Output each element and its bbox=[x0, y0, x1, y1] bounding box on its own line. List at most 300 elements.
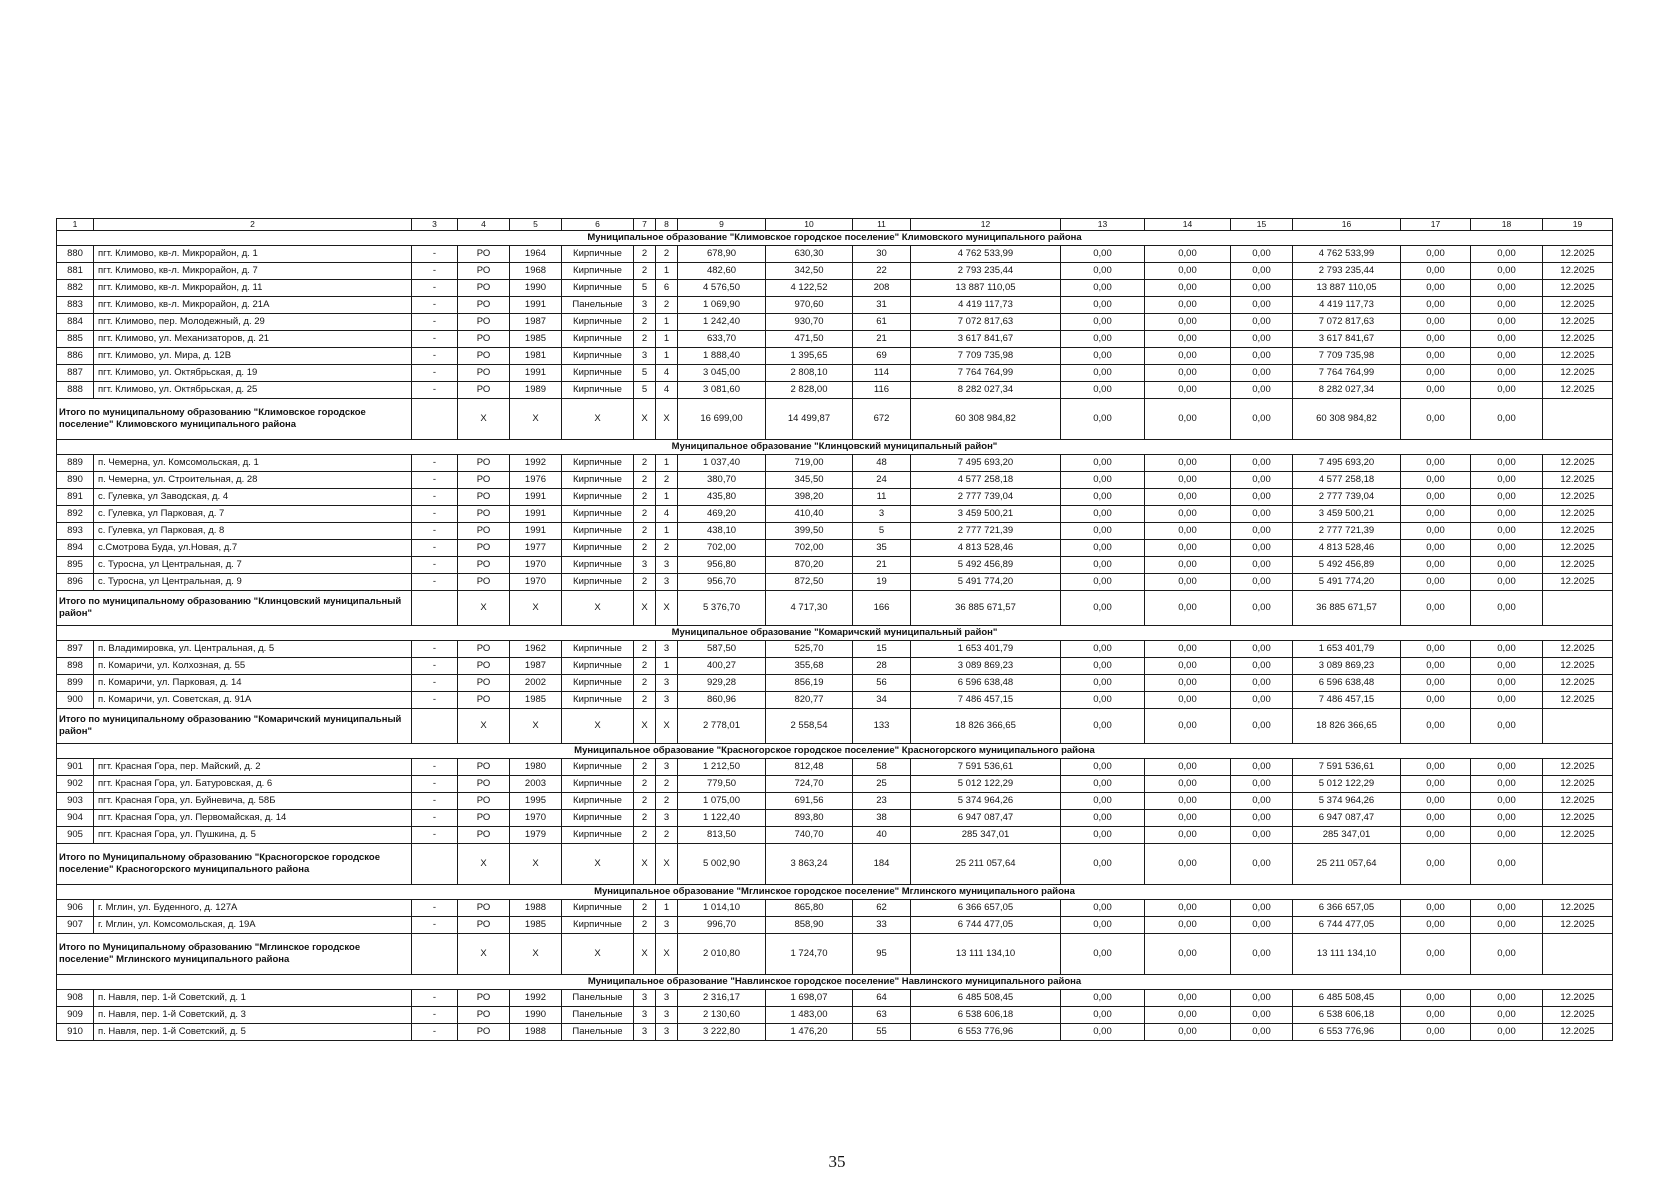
table-cell: 12.2025 bbox=[1543, 263, 1613, 280]
page-number: 35 bbox=[828, 1152, 846, 1171]
table-cell: Кирпичные bbox=[562, 827, 634, 844]
table-cell: 55 bbox=[853, 1024, 911, 1041]
total-label: Итого по Муниципальному образованию "Красногорское городское поселение" Красногорского муниципального района bbox=[57, 844, 412, 885]
table-cell: Кирпичные bbox=[562, 489, 634, 506]
table-cell: 3 bbox=[656, 557, 678, 574]
table-cell: 12.2025 bbox=[1543, 1024, 1613, 1041]
table-cell: п. Навля, пер. 1-й Советский, д. 3 bbox=[94, 1007, 412, 1024]
table-cell: 1970 bbox=[510, 557, 562, 574]
total-cell: 5 002,90 bbox=[678, 844, 766, 885]
table-cell: 1987 bbox=[510, 314, 562, 331]
table-cell: 2 bbox=[634, 455, 656, 472]
table-cell: 630,30 bbox=[766, 246, 853, 263]
total-cell: 2 558,54 bbox=[766, 709, 853, 744]
table-cell: 996,70 bbox=[678, 917, 766, 934]
table-cell: 3 bbox=[656, 692, 678, 709]
table-cell: Кирпичные bbox=[562, 759, 634, 776]
table-cell: 5 bbox=[634, 382, 656, 399]
table-cell: пгт. Красная Гора, ул. Первомайская, д. 14 bbox=[94, 810, 412, 827]
table-cell: Кирпичные bbox=[562, 658, 634, 675]
table-cell: 0,00 bbox=[1231, 692, 1293, 709]
total-cell: X bbox=[458, 844, 510, 885]
table-cell: 895 bbox=[57, 557, 94, 574]
table-cell: 3 bbox=[634, 297, 656, 314]
table-cell: 12.2025 bbox=[1543, 455, 1613, 472]
table-cell: Кирпичные bbox=[562, 314, 634, 331]
table-cell: 1991 bbox=[510, 365, 562, 382]
table-cell: 0,00 bbox=[1401, 280, 1471, 297]
table-cell: 1 bbox=[656, 455, 678, 472]
table-cell: пгт. Красная Гора, ул. Пушкина, д. 5 bbox=[94, 827, 412, 844]
table-cell: 12.2025 bbox=[1543, 641, 1613, 658]
table-cell: 0,00 bbox=[1061, 557, 1145, 574]
total-cell: 13 111 134,10 bbox=[1293, 934, 1401, 975]
table-cell: 7 709 735,98 bbox=[911, 348, 1061, 365]
table-cell: 0,00 bbox=[1145, 793, 1231, 810]
column-number-row bbox=[57, 219, 1613, 231]
table-cell: 0,00 bbox=[1061, 489, 1145, 506]
table-cell: - bbox=[412, 540, 458, 557]
table-cell: 438,10 bbox=[678, 523, 766, 540]
table-cell: 0,00 bbox=[1061, 1007, 1145, 1024]
total-cell: 25 211 057,64 bbox=[911, 844, 1061, 885]
table-cell: РО bbox=[458, 793, 510, 810]
table-cell: 471,50 bbox=[766, 331, 853, 348]
table-cell: 894 bbox=[57, 540, 94, 557]
table-cell: 0,00 bbox=[1471, 557, 1543, 574]
table-cell: 0,00 bbox=[1231, 1024, 1293, 1041]
table-cell: 0,00 bbox=[1471, 455, 1543, 472]
table-cell: 0,00 bbox=[1401, 365, 1471, 382]
table-cell: 0,00 bbox=[1401, 675, 1471, 692]
table-cell: РО bbox=[458, 810, 510, 827]
table-cell: - bbox=[412, 382, 458, 399]
table-cell: 888 bbox=[57, 382, 94, 399]
total-cell: 18 826 366,65 bbox=[1293, 709, 1401, 744]
empty-cell bbox=[1543, 591, 1613, 626]
table-cell: 3 bbox=[656, 675, 678, 692]
table-cell: 5 bbox=[853, 523, 911, 540]
table-cell: - bbox=[412, 641, 458, 658]
section-title: Муниципальное образование "Клинцовский муниципальный район" bbox=[57, 440, 1613, 455]
table-cell: 4 122,52 bbox=[766, 280, 853, 297]
table-cell: 12.2025 bbox=[1543, 331, 1613, 348]
table-cell: 2 bbox=[656, 793, 678, 810]
table-cell: пгт. Красная Гора, ул. Батуровская, д. 6 bbox=[94, 776, 412, 793]
table-cell: 6 596 638,48 bbox=[911, 675, 1061, 692]
table-cell: 0,00 bbox=[1145, 557, 1231, 574]
table-cell: 69 bbox=[853, 348, 911, 365]
total-cell: X bbox=[562, 591, 634, 626]
table-cell: 12.2025 bbox=[1543, 917, 1613, 934]
table-cell: с.Смотрова Буда, ул.Новая, д.7 bbox=[94, 540, 412, 557]
table-cell: Кирпичные bbox=[562, 506, 634, 523]
table-cell: - bbox=[412, 658, 458, 675]
table-cell: 4 577 258,18 bbox=[911, 472, 1061, 489]
table-cell: 12.2025 bbox=[1543, 827, 1613, 844]
total-cell: X bbox=[656, 591, 678, 626]
total-cell: 16 699,00 bbox=[678, 399, 766, 440]
table-cell: 1970 bbox=[510, 810, 562, 827]
table-cell: 587,50 bbox=[678, 641, 766, 658]
table-cell: 6 553 776,96 bbox=[911, 1024, 1061, 1041]
table-cell: 12.2025 bbox=[1543, 365, 1613, 382]
table-cell: 856,19 bbox=[766, 675, 853, 692]
table-cell: 285 347,01 bbox=[1293, 827, 1401, 844]
table-cell: 1 653 401,79 bbox=[1293, 641, 1401, 658]
table-cell: 0,00 bbox=[1471, 574, 1543, 591]
table-cell: 0,00 bbox=[1401, 246, 1471, 263]
table-cell: 0,00 bbox=[1145, 246, 1231, 263]
table-cell: 6 947 087,47 bbox=[911, 810, 1061, 827]
empty-cell bbox=[412, 709, 458, 744]
table-cell: 812,48 bbox=[766, 759, 853, 776]
table-cell: 0,00 bbox=[1471, 523, 1543, 540]
total-cell: X bbox=[458, 709, 510, 744]
total-cell: X bbox=[562, 399, 634, 440]
table-cell: пгт. Климово, кв-л. Микрорайон, д. 1 bbox=[94, 246, 412, 263]
table-cell: 58 bbox=[853, 759, 911, 776]
total-cell: 60 308 984,82 bbox=[911, 399, 1061, 440]
table-cell: 7 072 817,63 bbox=[911, 314, 1061, 331]
table-cell: 0,00 bbox=[1471, 641, 1543, 658]
table-cell: 872,50 bbox=[766, 574, 853, 591]
table-cell: 0,00 bbox=[1401, 455, 1471, 472]
table-cell: 0,00 bbox=[1471, 658, 1543, 675]
table-cell: - bbox=[412, 348, 458, 365]
table-cell: Кирпичные bbox=[562, 455, 634, 472]
table-cell: 0,00 bbox=[1061, 810, 1145, 827]
table-cell: 0,00 bbox=[1231, 641, 1293, 658]
table-cell: 0,00 bbox=[1401, 574, 1471, 591]
table-row bbox=[57, 297, 1613, 314]
table-cell: Кирпичные bbox=[562, 246, 634, 263]
table-cell: РО bbox=[458, 280, 510, 297]
table-cell: - bbox=[412, 365, 458, 382]
table-cell: 12.2025 bbox=[1543, 776, 1613, 793]
table-cell: 2 793 235,44 bbox=[911, 263, 1061, 280]
table-cell: 12.2025 bbox=[1543, 810, 1613, 827]
table-cell: 12.2025 bbox=[1543, 557, 1613, 574]
table-cell: 0,00 bbox=[1231, 557, 1293, 574]
column-number-cell: 5 bbox=[510, 219, 562, 231]
table-cell: с. Гулевка, ул Парковая, д. 7 bbox=[94, 506, 412, 523]
table-cell: 1 476,20 bbox=[766, 1024, 853, 1041]
table-cell: 0,00 bbox=[1401, 793, 1471, 810]
table-cell: 0,00 bbox=[1145, 365, 1231, 382]
column-number-cell: 2 bbox=[94, 219, 412, 231]
table-cell: 2 bbox=[656, 776, 678, 793]
table-cell: 0,00 bbox=[1471, 692, 1543, 709]
table-cell: 399,50 bbox=[766, 523, 853, 540]
table-cell: 0,00 bbox=[1061, 263, 1145, 280]
table-cell: 0,00 bbox=[1231, 489, 1293, 506]
table-cell: Кирпичные bbox=[562, 382, 634, 399]
table-cell: 0,00 bbox=[1231, 900, 1293, 917]
table-cell: 3 089 869,23 bbox=[911, 658, 1061, 675]
table-row bbox=[57, 489, 1613, 506]
table-cell: 0,00 bbox=[1231, 506, 1293, 523]
total-cell: 0,00 bbox=[1145, 591, 1231, 626]
table-cell: 909 bbox=[57, 1007, 94, 1024]
table-cell: 4 bbox=[656, 382, 678, 399]
table-cell: 31 bbox=[853, 297, 911, 314]
total-cell: 0,00 bbox=[1061, 844, 1145, 885]
table-cell: 0,00 bbox=[1061, 1024, 1145, 1041]
table-cell: 0,00 bbox=[1145, 776, 1231, 793]
total-cell: 0,00 bbox=[1231, 844, 1293, 885]
total-cell: 166 bbox=[853, 591, 911, 626]
table-cell: 882 bbox=[57, 280, 94, 297]
table-cell: 905 bbox=[57, 827, 94, 844]
table-cell: 3 bbox=[656, 1024, 678, 1041]
table-row bbox=[57, 314, 1613, 331]
table-cell: 0,00 bbox=[1401, 1007, 1471, 1024]
table-row bbox=[57, 455, 1613, 472]
table-cell: 3 bbox=[656, 990, 678, 1007]
section-header-row bbox=[57, 744, 1613, 759]
table-cell: 7 591 536,61 bbox=[911, 759, 1061, 776]
table-cell: 2002 bbox=[510, 675, 562, 692]
section-header-row bbox=[57, 440, 1613, 455]
housing-program-table bbox=[56, 218, 1613, 1041]
table-cell: 2 bbox=[656, 246, 678, 263]
table-cell: 0,00 bbox=[1401, 990, 1471, 1007]
table-cell: 38 bbox=[853, 810, 911, 827]
table-cell: 5 bbox=[634, 280, 656, 297]
empty-cell bbox=[1543, 844, 1613, 885]
table-cell: 930,70 bbox=[766, 314, 853, 331]
table-cell: 12.2025 bbox=[1543, 540, 1613, 557]
table-cell: 0,00 bbox=[1231, 455, 1293, 472]
section-header-row bbox=[57, 231, 1613, 246]
table-cell: 1977 bbox=[510, 540, 562, 557]
column-number-cell: 4 bbox=[458, 219, 510, 231]
table-cell: 0,00 bbox=[1061, 574, 1145, 591]
total-cell: X bbox=[562, 844, 634, 885]
table-cell: 0,00 bbox=[1471, 827, 1543, 844]
table-row bbox=[57, 827, 1613, 844]
total-cell: 1 724,70 bbox=[766, 934, 853, 975]
table-row bbox=[57, 280, 1613, 297]
table-cell: 0,00 bbox=[1231, 472, 1293, 489]
table-cell: 3 bbox=[656, 574, 678, 591]
table-row bbox=[57, 1007, 1613, 1024]
table-cell: 4 bbox=[656, 365, 678, 382]
table-cell: 0,00 bbox=[1061, 793, 1145, 810]
table-cell: 0,00 bbox=[1231, 280, 1293, 297]
table-cell: 0,00 bbox=[1061, 641, 1145, 658]
table-cell: с. Гулевка, ул Парковая, д. 8 bbox=[94, 523, 412, 540]
table-cell: 3 bbox=[634, 348, 656, 365]
table-cell: 633,70 bbox=[678, 331, 766, 348]
total-cell: X bbox=[562, 709, 634, 744]
table-row bbox=[57, 263, 1613, 280]
total-cell: 5 376,70 bbox=[678, 591, 766, 626]
table-cell: 702,00 bbox=[678, 540, 766, 557]
total-row bbox=[57, 934, 1613, 975]
table-cell: 0,00 bbox=[1145, 641, 1231, 658]
table-cell: 5 492 456,89 bbox=[911, 557, 1061, 574]
table-cell: Кирпичные bbox=[562, 900, 634, 917]
total-cell: 0,00 bbox=[1401, 844, 1471, 885]
table-cell: 15 bbox=[853, 641, 911, 658]
table-cell: 34 bbox=[853, 692, 911, 709]
table-cell: 4 419 117,73 bbox=[911, 297, 1061, 314]
total-cell: 0,00 bbox=[1401, 591, 1471, 626]
table-cell: 901 bbox=[57, 759, 94, 776]
table-cell: 1981 bbox=[510, 348, 562, 365]
table-cell: 0,00 bbox=[1401, 314, 1471, 331]
table-cell: 1 014,10 bbox=[678, 900, 766, 917]
table-cell: 1 122,40 bbox=[678, 810, 766, 827]
column-number-cell: 8 bbox=[656, 219, 678, 231]
table-cell: 12.2025 bbox=[1543, 489, 1613, 506]
table-cell: 7 072 817,63 bbox=[1293, 314, 1401, 331]
table-cell: 21 bbox=[853, 331, 911, 348]
section-title: Муниципальное образование "Мглинское городское поселение" Мглинского муниципального района bbox=[57, 885, 1613, 900]
table-cell: 3 081,60 bbox=[678, 382, 766, 399]
table-cell: РО bbox=[458, 331, 510, 348]
table-cell: - bbox=[412, 917, 458, 934]
total-cell: 14 499,87 bbox=[766, 399, 853, 440]
table-cell: 1 069,90 bbox=[678, 297, 766, 314]
total-cell: 2 778,01 bbox=[678, 709, 766, 744]
table-cell: 12.2025 bbox=[1543, 280, 1613, 297]
table-cell: 0,00 bbox=[1401, 827, 1471, 844]
table-cell: - bbox=[412, 297, 458, 314]
table-cell: 865,80 bbox=[766, 900, 853, 917]
table-cell: 410,40 bbox=[766, 506, 853, 523]
table-cell: 6 538 606,18 bbox=[911, 1007, 1061, 1024]
table-cell: 0,00 bbox=[1231, 1007, 1293, 1024]
section-header-row bbox=[57, 626, 1613, 641]
table-cell: 6 744 477,05 bbox=[1293, 917, 1401, 934]
table-cell: 33 bbox=[853, 917, 911, 934]
total-cell: 60 308 984,82 bbox=[1293, 399, 1401, 440]
table-cell: 813,50 bbox=[678, 827, 766, 844]
table-cell: 0,00 bbox=[1145, 658, 1231, 675]
table-cell: 1989 bbox=[510, 382, 562, 399]
table-cell: 1990 bbox=[510, 280, 562, 297]
table-cell: РО bbox=[458, 365, 510, 382]
table-cell: Кирпичные bbox=[562, 574, 634, 591]
table-cell: 2 bbox=[634, 759, 656, 776]
table-cell: 1 bbox=[656, 900, 678, 917]
table-cell: 0,00 bbox=[1471, 1024, 1543, 1041]
total-cell: 0,00 bbox=[1231, 591, 1293, 626]
table-cell: п. Комаричи, ул. Парковая, д. 14 bbox=[94, 675, 412, 692]
table-cell: 0,00 bbox=[1231, 990, 1293, 1007]
table-cell: 0,00 bbox=[1231, 331, 1293, 348]
table-cell: - bbox=[412, 574, 458, 591]
table-cell: 4 576,50 bbox=[678, 280, 766, 297]
table-cell: 896 bbox=[57, 574, 94, 591]
table-cell: 0,00 bbox=[1231, 675, 1293, 692]
table-cell: 0,00 bbox=[1061, 990, 1145, 1007]
table-cell: 0,00 bbox=[1145, 917, 1231, 934]
table-cell: 2 bbox=[634, 314, 656, 331]
table-cell: 0,00 bbox=[1401, 641, 1471, 658]
table-cell: 400,27 bbox=[678, 658, 766, 675]
table-cell: 0,00 bbox=[1471, 810, 1543, 827]
table-cell: пгт. Климово, кв-л. Микрорайон, д. 7 bbox=[94, 263, 412, 280]
table-cell: 4 762 533,99 bbox=[911, 246, 1061, 263]
table-cell: - bbox=[412, 472, 458, 489]
column-number-cell: 12 bbox=[911, 219, 1061, 231]
section-header-row bbox=[57, 885, 1613, 900]
table-cell: 30 bbox=[853, 246, 911, 263]
table-cell: 4 bbox=[656, 506, 678, 523]
table-cell: 1 483,00 bbox=[766, 1007, 853, 1024]
table-cell: 6 947 087,47 bbox=[1293, 810, 1401, 827]
table-cell: 0,00 bbox=[1061, 658, 1145, 675]
table-cell: Кирпичные bbox=[562, 917, 634, 934]
table-cell: 12.2025 bbox=[1543, 1007, 1613, 1024]
table-cell: 0,00 bbox=[1145, 280, 1231, 297]
total-cell: 25 211 057,64 bbox=[1293, 844, 1401, 885]
table-cell: 12.2025 bbox=[1543, 658, 1613, 675]
total-cell: 0,00 bbox=[1145, 709, 1231, 744]
table-cell: с. Туросна, ул Центральная, д. 7 bbox=[94, 557, 412, 574]
table-cell: 3 459 500,21 bbox=[911, 506, 1061, 523]
table-cell: 0,00 bbox=[1061, 523, 1145, 540]
table-row bbox=[57, 331, 1613, 348]
table-cell: Кирпичные bbox=[562, 523, 634, 540]
table-cell: 12.2025 bbox=[1543, 506, 1613, 523]
total-cell: 36 885 671,57 bbox=[911, 591, 1061, 626]
table-cell: 3 617 841,67 bbox=[1293, 331, 1401, 348]
table-cell: 880 bbox=[57, 246, 94, 263]
table-cell: Панельные bbox=[562, 1024, 634, 1041]
table-cell: 40 bbox=[853, 827, 911, 844]
table-cell: 0,00 bbox=[1231, 523, 1293, 540]
table-cell: г. Мглин, ул. Комсомольская, д. 19А bbox=[94, 917, 412, 934]
table-cell: РО bbox=[458, 455, 510, 472]
table-cell: 11 bbox=[853, 489, 911, 506]
total-cell: X bbox=[562, 934, 634, 975]
table-cell: 724,70 bbox=[766, 776, 853, 793]
table-cell: РО bbox=[458, 506, 510, 523]
table-cell: 0,00 bbox=[1231, 759, 1293, 776]
empty-cell bbox=[412, 399, 458, 440]
table-cell: 208 bbox=[853, 280, 911, 297]
table-cell: 469,20 bbox=[678, 506, 766, 523]
table-cell: РО bbox=[458, 574, 510, 591]
table-cell: 5 491 774,20 bbox=[1293, 574, 1401, 591]
table-cell: 25 bbox=[853, 776, 911, 793]
table-cell: 63 bbox=[853, 1007, 911, 1024]
table-cell: 0,00 bbox=[1145, 675, 1231, 692]
table-cell: РО bbox=[458, 1007, 510, 1024]
table-cell: 7 486 457,15 bbox=[911, 692, 1061, 709]
table-cell: 3 089 869,23 bbox=[1293, 658, 1401, 675]
table-cell: 6 485 508,45 bbox=[1293, 990, 1401, 1007]
table-cell: РО bbox=[458, 917, 510, 934]
total-cell: 36 885 671,57 bbox=[1293, 591, 1401, 626]
total-cell: 18 826 366,65 bbox=[911, 709, 1061, 744]
table-cell: 0,00 bbox=[1231, 827, 1293, 844]
table-cell: 2 316,17 bbox=[678, 990, 766, 1007]
table-cell: 1964 bbox=[510, 246, 562, 263]
table-cell: 1990 bbox=[510, 1007, 562, 1024]
table-cell: 0,00 bbox=[1471, 382, 1543, 399]
table-cell: 61 bbox=[853, 314, 911, 331]
table-cell: Кирпичные bbox=[562, 280, 634, 297]
table-cell: 6 744 477,05 bbox=[911, 917, 1061, 934]
table-cell: 3 bbox=[656, 917, 678, 934]
table-cell: 2 bbox=[634, 827, 656, 844]
